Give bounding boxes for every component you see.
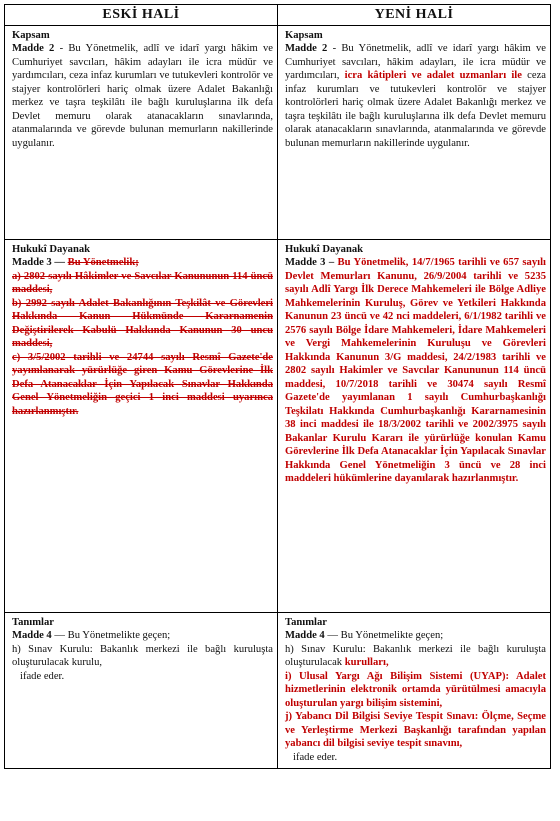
definition-item-h	[285, 643, 546, 670]
definition-item-i: i) Ulusal Yargı Ağı Bilişim Sistemi (UYAP): Adalet hizmetlerinin elektronik ortamda yürütülmesi amacıyla oluşturulan yargı bilişim sistemini,	[285, 670, 546, 709]
section-title: Tanımlar	[285, 616, 327, 628]
new-tanimlar-cell	[278, 612, 551, 769]
new-kapsam-cell	[278, 25, 551, 239]
header-old: ESKİ HALİ	[5, 5, 278, 26]
definition-item-h: h) Sınav Kurulu: Bakanlık merkezi ile bağlı kuruluşta oluşturulacak kurulu,	[12, 643, 273, 668]
definition-text: h) Sınav Kurulu: Bakanlık merkezi ile bağlı kuruluşta oluşturulacak	[285, 643, 546, 668]
section-title: Kapsam	[12, 29, 50, 41]
old-dayanak-cell	[5, 239, 278, 612]
amendment-text: kurulları,	[344, 657, 389, 668]
table-row	[5, 612, 551, 769]
article-number: Madde 3 —	[12, 257, 68, 268]
article-text: ceza infaz kurumları ve tutukevleri kontrolör ve stajyer kontrolörleri hariç olmak üzere Adalet Bakanlığı merkez ve taşra teşkilâtı ile bağlı kuruluşlarına ilk defa Devlet memuru olarak atanacakların sınavlarında, atanmalarında ve görevde bulunan memurların nakillerinde uygulanır.	[285, 70, 546, 149]
section-title: Hukukî Dayanak	[12, 243, 91, 255]
article-number: Madde 4	[285, 630, 325, 641]
section-title: Kapsam	[285, 29, 323, 41]
article-number: Madde 2	[12, 43, 55, 54]
paragraph	[12, 256, 273, 270]
old-tanimlar-cell	[5, 612, 278, 769]
paragraph	[12, 629, 273, 643]
article-text: - Bu Yönetmelik, adlî ve idarî yargı hâkim ve Cumhuriyet savcıları, hâkim adayları ile icra müdür ve yardımcıları, ceza infaz kurumları ve tutukevleri kontrolör ve stajyer kontrolörleri hariç olmak üzere Adalet Bakanlığı merkez ve taşra teşkilâtı ile bağlı kuruluşlarına ilk defa Devlet memuru olarak atanacakların sınavlarında, atanmalarında ve görevde bulunan memurların nakillerinde uygulanır.	[12, 43, 273, 149]
section-title: Tanımlar	[12, 616, 54, 628]
deleted-item-b: b) 2992 sayılı Adalet Bakanlığının Teşkilât ve Görevleri Hakkında Kanun Hükmünde Kararnamenin Değiştirilerek Kabulü Hakkında Kanunun 30 uncu maddesi,	[12, 297, 273, 349]
paragraph	[285, 256, 546, 486]
deleted-item-c: c) 3/5/2002 tarihli ve 24744 sayılı Resmî Gazete'de yayımlanarak yürürlüğe giren Kamu Görevlerine İlk Defa Atanacaklar İçin Yapılacak Sınavlar Hakkında Genel Yönetmeliğin geçici 1 inci maddesi uyarınca hazırlanmıştır.	[12, 351, 273, 417]
deleted-item-a: a) 2802 sayılı Hâkimler ve Savcılar Kanununun 114 üncü maddesi,	[12, 270, 273, 295]
header-new: YENİ HALİ	[278, 5, 551, 26]
section-title: Hukukî Dayanak	[285, 243, 364, 255]
article-number: Madde 2	[285, 43, 328, 54]
article-number: Madde 4	[12, 630, 52, 641]
table-row	[5, 25, 551, 239]
comparison-table	[4, 4, 551, 769]
paragraph	[285, 42, 546, 150]
article-number: Madde 3 –	[285, 257, 338, 268]
article-intro: — Bu Yönetmelikte geçen;	[324, 630, 444, 641]
new-dayanak-cell	[278, 239, 551, 612]
paragraph	[12, 42, 273, 150]
definition-item-j: j) Yabancı Dil Bilgisi Seviye Tespit Sınavı: Ölçme, Seçme ve Yerleştirme Merkezi Başkanlığı tarafından yapılan yabancı dil bilgisi seviye tespit sınavını,	[285, 711, 546, 749]
article-intro: — Bu Yönetmelikte geçen;	[51, 630, 171, 641]
closing-text: ifade eder.	[20, 670, 65, 682]
table-row	[5, 239, 551, 612]
old-kapsam-cell	[5, 25, 278, 239]
table-header-row	[5, 5, 551, 26]
amendment-text: Bu Yönetmelik, 14/7/1965 tarihli ve 657 sayılı Devlet Memurları Kanunu, 26/9/2004 tarihli ve 5235 sayılı Adlî Yargı İlk Derece Mahkemeleri ile Bölge Adliye Mahkemelerinin Kuruluş, Görev ve Yetkileri Hakkında Kanunun 23 üncü ve 42 nci maddeleri, 6/1/1982 tarihli ve 2576 sayılı Bölge İdare Mahkemeleri, İdare Mahkemeleri ve Vergi Mahkemelerinin Kuruluşu ve Görevleri Hakkında Kanunun 3/G maddesi, 24/2/1983 tarihli ve 2802 sayılı Hakimler ve Savcılar Kanununun 114 üncü maddesi, 10/7/2018 tarihli ve 30474 sayılı Resmî Gazete'de yayımlanan 1 sayılı Cumhurbaşkanlığı Teşkilatı Hakkında Cumhurbaşkanlığı Kararnamesinin 38 inci maddesi ile 18/3/2002 tarihli ve 2002/3975 sayılı Bakanlar Kurulu Kararı ile yürürlüğe konulan Kamu Görevlerine İlk Defa Atanacaklar İçin Yapılacak Sınavlar Hakkında Genel Yönetmeliğin 3 üncü ve 28 inci maddeleri hükümlerine dayanılarak hazırlanmıştır.	[285, 257, 546, 484]
comparison-document	[4, 4, 550, 769]
article-text: - Bu Yönetmelik, adlî ve idarî yargı hâkim ve Cumhuriyet savcıları, hâkim adayları, ile icra müdür ve yardımcıları,	[285, 43, 546, 81]
paragraph	[285, 629, 546, 643]
deleted-text: Bu Yönetmelik;	[67, 257, 139, 268]
amendment-text: icra kâtipleri ve adalet uzmanları ile	[344, 70, 522, 81]
closing-text: ifade eder.	[293, 751, 338, 763]
